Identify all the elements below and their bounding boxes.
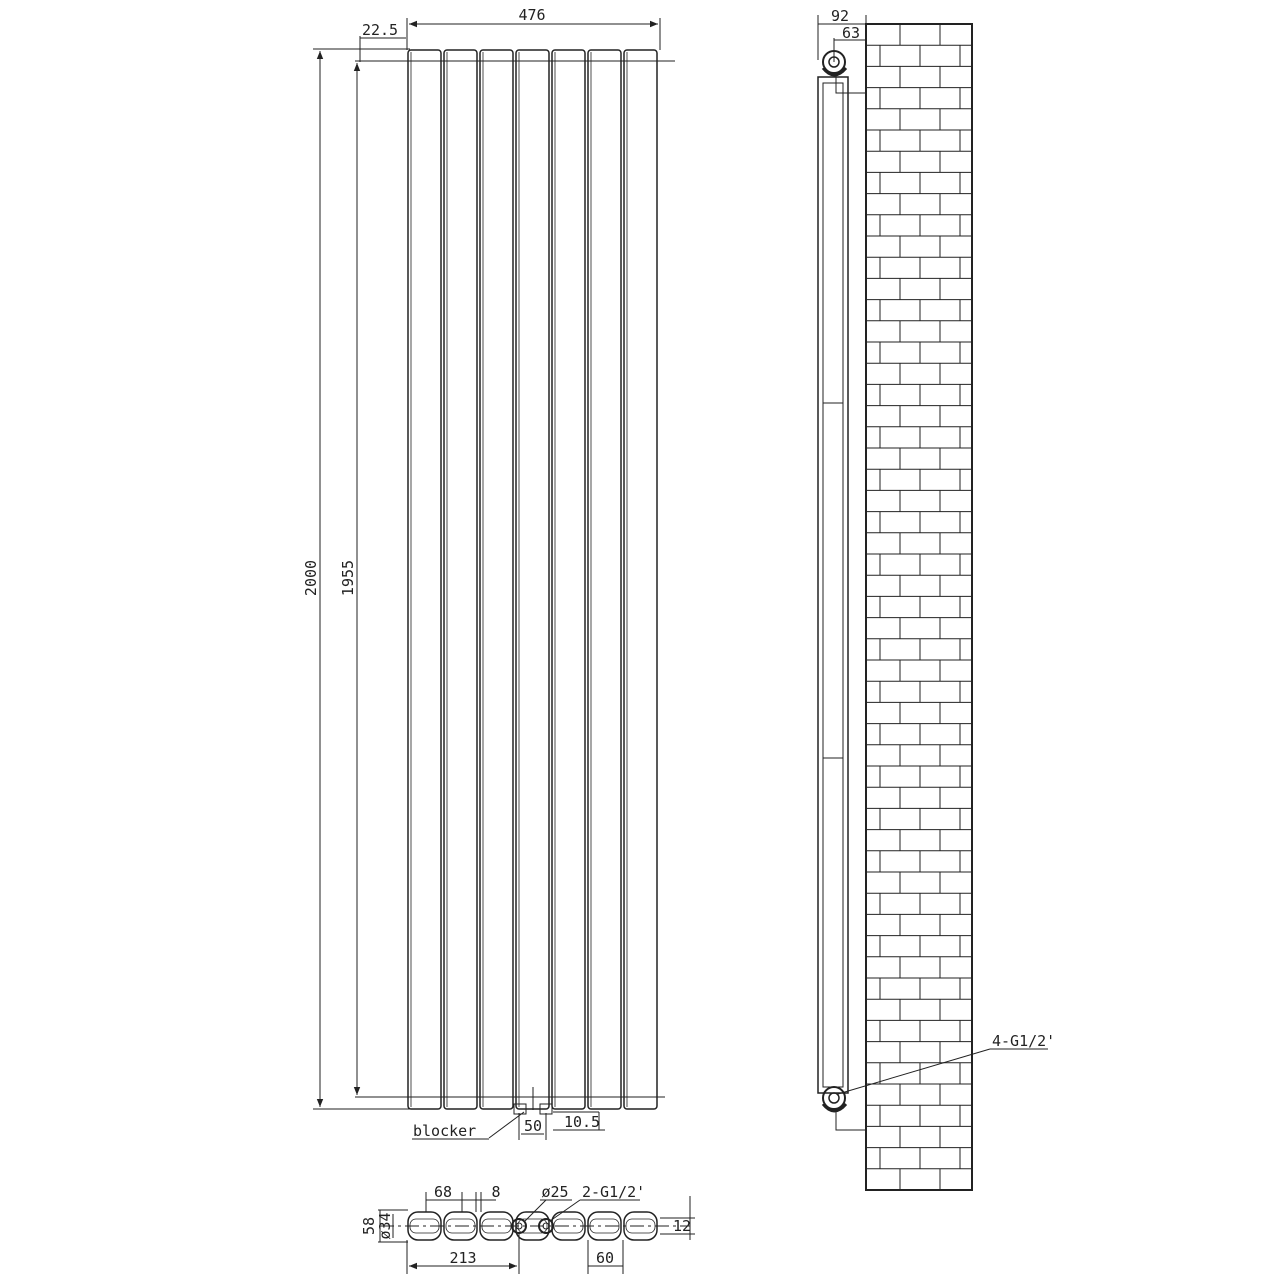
radiator-panels — [408, 50, 657, 1109]
tube-gap-value: 8 — [491, 1183, 501, 1201]
bottom-connection-label: 2-G1/2' — [582, 1183, 646, 1201]
brick-pattern — [866, 24, 972, 1190]
side-view — [818, 7, 1055, 1190]
bottom-view — [360, 1183, 695, 1274]
tube-depth-value: ø34 — [376, 1212, 394, 1240]
inlet-spacing-dimension — [588, 1240, 623, 1274]
tube-width-dimension — [426, 1183, 462, 1212]
bottom-offset-value: 10.5 — [563, 1113, 601, 1131]
tube-thickness-dimension — [660, 1196, 695, 1240]
panel-height-dimension — [339, 63, 357, 1095]
pipe-diameter-value: ø25 — [541, 1183, 569, 1201]
top-offset-value: 22.5 — [361, 21, 399, 39]
radiator-tube — [588, 50, 621, 1109]
brick-wall — [866, 24, 972, 1190]
overall-height-value: 2000 — [302, 559, 320, 597]
width-value: 476 — [518, 6, 546, 24]
radiator-tube — [552, 50, 585, 1109]
tube-depth-dimension — [376, 1212, 394, 1239]
wall-depth-value: 63 — [841, 24, 861, 42]
pipe-spacing-value: 50 — [523, 1117, 543, 1135]
inlet-offset-value: 213 — [449, 1249, 477, 1267]
tube-thickness-value: 12 — [672, 1217, 692, 1235]
wall-depth-dimension — [834, 24, 866, 62]
tube-width-value: 68 — [433, 1183, 453, 1201]
radiator-tube — [480, 50, 513, 1109]
bottom-connection-valve — [823, 1087, 846, 1111]
blocker-label: blocker — [413, 1122, 477, 1140]
width-dimension — [407, 6, 660, 50]
panel-height-value: 1955 — [339, 559, 357, 597]
inlet-spacing-value: 60 — [595, 1249, 615, 1267]
depth-value: 58 — [360, 1216, 378, 1236]
radiator-side-profile — [818, 72, 866, 1130]
bottom-offset-dimension — [553, 1112, 605, 1131]
inlet-offset-dimension — [407, 1233, 519, 1274]
side-connection-label: 4-G1/2' — [992, 1032, 1056, 1050]
pipe-diameter-callout — [525, 1183, 572, 1221]
pipe-spacing-dimension — [519, 1113, 546, 1140]
tube-gap-dimension — [462, 1183, 501, 1212]
radiator-tube — [444, 50, 477, 1109]
radiator-tube — [624, 50, 657, 1109]
radiator-tube — [408, 50, 441, 1109]
radiator-tube — [516, 50, 549, 1109]
total-depth-value: 92 — [830, 7, 850, 25]
front-view — [302, 6, 675, 1140]
top-offset-dimension — [360, 21, 406, 62]
